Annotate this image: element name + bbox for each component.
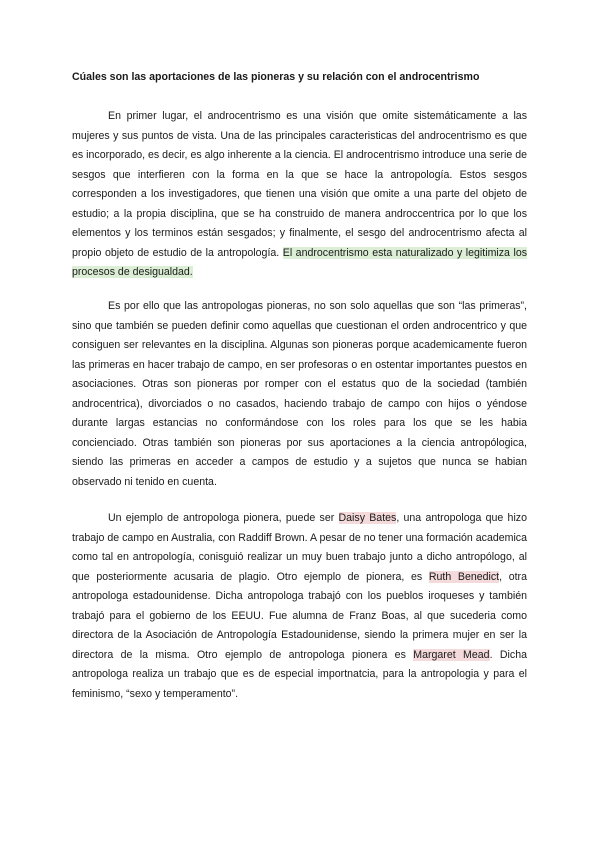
paragraph-text: Es por ello que las antropologas pioneras, no son solo aquellas que son “las primeras”, sino que también se pueden definir como aquellas que cuestionan el orden androcentrico y que consiguen ser relevantes en la disciplina. Algunas son pioneras porque academicamente fueron las primeras en hacer trabajo de campo, en ser profesoras o en ostentar importantes puestos en asociaciones. Otras son pioneras por romper con el estatus quo de la sociedad (también androcentrica), divorciados o no casados, haciendo trabajo de campo con hijos o yéndose durante largas estancias no conformándose con los roles para los que se les habia concienciado. Otras también son pioneras por sus aportaciones a la ciencia antropólogica, siendo las primeras en acceder a campos de estudio y a sujetos que nunca se habian observado ni tenido en cuenta.: [72, 300, 527, 488]
paragraph-text: En primer lugar, el androcentrismo es una visión que omite sistemáticamente a las mujeres y sus puntos de vista. Una de las principales caracteristicas del androcentrismo es que es incorporado, es decir, es algo inherente a la ciencia. El androcentrismo introduce una serie de sesgos que interfieren con la forma en la que se hace la antropología. Estos sesgos corresponden a los investigadores, que tienen una visión que omite a una parte del objeto de estudio; a la propia disciplina, que se ha construido de manera androccentrica por lo que los elementos y los terminos están sesgados; y finalmente, el sesgo del androcentrismo afecta al propio objeto de estudio de la antropología.: [72, 110, 527, 259]
document-title: Cúales son las aportaciones de las pioneras y su relación con el androcentrismo: [72, 71, 480, 83]
highlight-ruth-benedict: Ruth Benedict: [428, 570, 500, 583]
highlight-margaret-mead: Margaret Mead: [413, 648, 490, 661]
highlighted-sentence: El androcentrismo esta naturalizado y legitimiza los procesos de desigualdad.: [72, 246, 528, 278]
paragraph-text: . Dicha antropologa realiza un trabajo que es de especial importnatcia, para la antropologia y para el feminismo, “sexo y temperamento”.: [72, 648, 527, 700]
paragraph-androcentrism: [72, 107, 527, 283]
paragraph-text: , otra antropologa estadounidense. Dicha antropologa trabajó con los pueblos iroqueses y también trabajó para el gobierno de los EEUU. Fue alumna de Franz Boas, al que sucederia como directora de la Asociación de Antropología Estadounidense, siendo la primera mujer en ser la directora de la misma. Otro ejemplo de antropologa pionera es: [72, 570, 527, 661]
paragraph-examples: [72, 509, 527, 704]
paragraph-text: Un ejemplo de antropologa pionera, puede ser: [108, 512, 339, 524]
paragraph-pioneers: [72, 297, 527, 492]
paragraph-text: , una antropologa que hizo trabajo de campo en Australia, con Raddiff Brown. A pesar de no tener una formación academica como tal en antropología, conisguió realizar un muy buen trabajo junto a dicho antropólogo, al que posteriormente acusaria de plagio. Otro ejemplo de pionera, es: [72, 512, 527, 583]
highlight-daisy-bates: Daisy Bates: [338, 512, 397, 524]
